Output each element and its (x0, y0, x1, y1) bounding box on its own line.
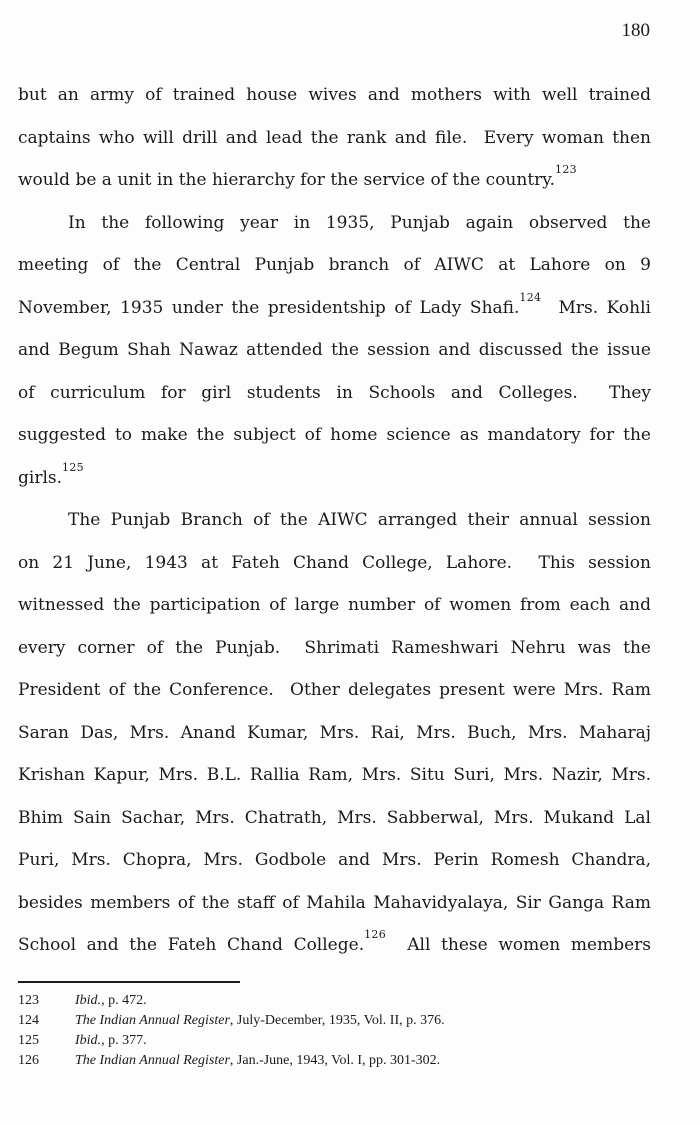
text-segment: All these women members (386, 935, 651, 955)
text-line (18, 669, 651, 712)
footnote-separator (18, 981, 240, 983)
text-segment: Krishan Kapur, Mrs. B.L. Rallia Ram, Mrs. Situ Suri, Mrs. Nazir, Mrs. (18, 765, 651, 785)
text-line (18, 797, 651, 840)
body-text (18, 74, 651, 967)
text-segment: but an army of trained house wives and mothers with well trained (18, 85, 651, 105)
text-line (18, 924, 651, 967)
text-line (18, 414, 651, 457)
footnote-ref: 124 (519, 290, 542, 304)
text-segment: suggested to make the subject of home science as mandatory for the (18, 425, 651, 445)
text-segment: on 21 June, 1943 at Fateh Chand College, Lahore. This session (18, 552, 651, 573)
text-segment: Puri, Mrs. Chopra, Mrs. Godbole and Mrs. Perin Romesh Chandra, (18, 850, 651, 870)
footnote-text-segment: , p. 472. (101, 993, 147, 1008)
text-line (18, 457, 651, 500)
text-segment: and Begum Shah Nawaz attended the session and discussed the issue (18, 340, 651, 360)
footnote-text-segment: , p. 377. (101, 1033, 147, 1048)
text-line (18, 712, 651, 755)
footnote-text (75, 1031, 651, 1051)
text-line (18, 372, 651, 415)
footnote-ref: 125 (62, 460, 84, 474)
text-line (18, 882, 651, 925)
footnote-ref: 126 (364, 928, 386, 942)
footnote-item (18, 991, 651, 1011)
text-segment: November, 1935 under the presidentship of Lady Shafi. (18, 297, 520, 318)
footnote-number: 126 (18, 1053, 39, 1068)
footnote-text-segment: The Indian Annual Register (75, 1053, 230, 1068)
text-line (18, 627, 651, 670)
footnote-number: 124 (18, 1013, 39, 1028)
footnote-text-segment: , July-December, 1935, Vol. II, p. 376. (229, 1013, 445, 1028)
text-line (18, 584, 651, 627)
text-segment: would be a unit in the hierarchy for the service of the country. (18, 170, 556, 190)
footnote-number: 123 (18, 993, 39, 1008)
text-segment: captains who will drill and lead the rank and file. Every woman then (18, 127, 651, 148)
footnote-number: 125 (18, 1033, 39, 1048)
paragraph (18, 202, 651, 500)
footnote-ref: 123 (555, 163, 577, 177)
text-segment: In the following year in 1935, Punjab again observed the (68, 212, 651, 233)
footnote-item (18, 1051, 651, 1071)
footnote-text-segment: Ibid. (75, 993, 102, 1008)
text-segment: Mrs. Kohli (541, 297, 651, 318)
text-line (18, 287, 651, 330)
footnote-text (75, 1011, 651, 1031)
text-segment: Saran Das, Mrs. Anand Kumar, Mrs. Rai, Mrs. Buch, Mrs. Maharaj (18, 722, 651, 743)
text-segment: besides members of the staff of Mahila Mahavidyalaya, Sir Ganga Ram (18, 892, 651, 913)
text-line (18, 74, 651, 117)
text-segment: girls. (18, 467, 63, 488)
text-segment: witnessed the participation of large number of women from each and (18, 595, 651, 615)
footnote-list (18, 991, 651, 1071)
page-number: 180 (621, 20, 650, 41)
text-segment: of curriculum for girl students in Schools and Colleges. They (18, 382, 651, 403)
footnote-text (75, 1051, 651, 1071)
text-line (18, 202, 651, 245)
text-line (18, 499, 651, 542)
text-segment: every corner of the Punjab. Shrimati Rameshwari Nehru was the (18, 637, 651, 658)
footnote-text (75, 991, 651, 1011)
text-line (18, 117, 651, 160)
text-line (18, 754, 651, 797)
text-line (18, 542, 651, 585)
text-segment: The Punjab Branch of the AIWC arranged their annual session (68, 510, 651, 530)
text-segment: President of the Conference. Other delegates present were Mrs. Ram (18, 680, 651, 700)
text-line (18, 839, 651, 882)
paragraph (18, 499, 651, 967)
footnote-text-segment: , Jan.-June, 1943, Vol. I, pp. 301-302. (229, 1053, 441, 1068)
text-segment: Bhim Sain Sachar, Mrs. Chatrath, Mrs. Sabberwal, Mrs. Mukand Lal (18, 807, 651, 828)
footnotes-section (18, 981, 651, 1071)
text-segment: meeting of the Central Punjab branch of AIWC at Lahore on 9 (18, 255, 651, 275)
footnote-text-segment: The Indian Annual Register (75, 1013, 230, 1028)
footnote-item (18, 1011, 651, 1031)
text-segment: School and the Fateh Chand College. (18, 935, 365, 955)
text-line (18, 244, 651, 287)
footnote-text-segment: Ibid. (75, 1033, 102, 1048)
text-line (18, 159, 651, 202)
text-line (18, 329, 651, 372)
footnote-item (18, 1031, 651, 1051)
paragraph (18, 74, 651, 202)
